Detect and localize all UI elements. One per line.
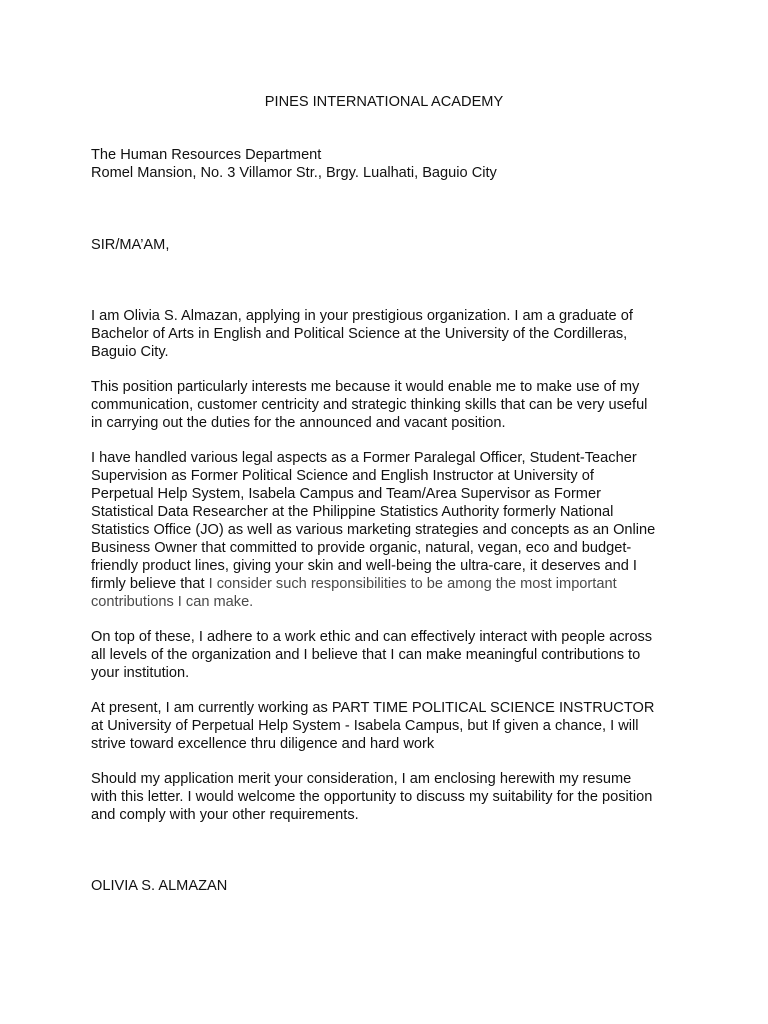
text-line [91,575,691,593]
text-segment: firmly believe that [91,576,209,592]
paragraph-work-ethic [91,628,691,682]
paragraph-experience [91,449,691,611]
text-line: at University of Perpetual Help System - Isabela Campus, but If given a chance, I will [91,718,639,734]
text-line-muted: contributions I can make. [91,594,254,610]
paragraph-introduction [91,307,691,361]
paragraph-current-position [91,699,691,753]
text-line: strive toward excellence thru diligence and hard work [91,736,435,752]
paragraph-interest [91,378,691,432]
text-line: Bachelor of Arts in English and Political Science at the University of the Cordilleras, [91,326,628,342]
text-line: I have handled various legal aspects as a Former Paralegal Officer, Student-Teacher [91,450,637,466]
text-line: Baguio City. [91,344,169,360]
text-line: your institution. [91,665,190,681]
text-line: communication, customer centricity and strategic thinking skills that can be very useful [91,397,648,413]
text-line: Perpetual Help System, Isabela Campus and Team/Area Supervisor as Former [91,486,601,502]
text-line: This position particularly interests me because it would enable me to make use of my [91,379,640,395]
text-line: I am Olivia S. Almazan, applying in your prestigious organization. I am a graduate of [91,308,633,324]
text-line: Supervision as Former Political Science and English Instructor at University of [91,468,594,484]
text-line: Statistics Office (JO) as well as various marketing strategies and concepts as an Online [91,522,656,538]
signature-name: OLIVIA S. ALMAZAN [91,878,228,894]
recipient-address [91,146,691,182]
text-line: friendly product lines, giving your skin and well-being the ultra-care, it deserves and I [91,558,637,574]
text-line: with this letter. I would welcome the opportunity to discuss my suitability for the position [91,789,653,805]
recipient-department: The Human Resources Department [91,147,322,163]
text-line: Business Owner that committed to provide organic, natural, vegan, eco and budget- [91,540,632,556]
text-line: On top of these, I adhere to a work ethic and can effectively interact with people across [91,629,653,645]
text-line: Statistical Data Researcher at the Philippine Statistics Authority formerly National [91,504,614,520]
paragraph-closing [91,770,691,824]
letter-body [91,307,691,841]
text-line: Should my application merit your consideration, I am enclosing herewith my resume [91,771,632,787]
text-line: At present, I am currently working as PART TIME POLITICAL SCIENCE INSTRUCTOR [91,700,655,716]
text-line: in carrying out the duties for the announced and vacant position. [91,415,506,431]
salutation: SIR/MA’AM, [91,237,170,253]
recipient-street-address: Romel Mansion, No. 3 Villamor Str., Brgy. Lualhati, Baguio City [91,165,497,181]
text-line: all levels of the organization and I believe that I can make meaningful contributions to [91,647,641,663]
letter-header-title: PINES INTERNATIONAL ACADEMY [264,94,504,110]
text-segment-muted: I consider such responsibilities to be among the most important [208,576,617,592]
text-line: and comply with your other requirements. [91,807,359,823]
